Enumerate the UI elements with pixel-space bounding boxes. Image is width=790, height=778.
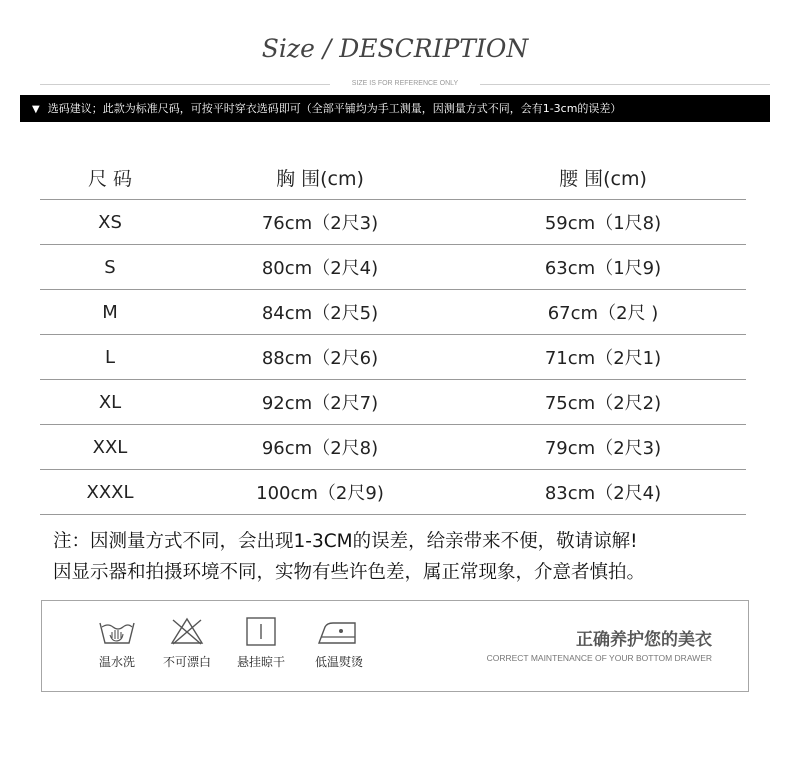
care-label: 低温熨烫 (314, 655, 363, 669)
table-row (40, 290, 746, 335)
table-row (40, 245, 746, 290)
subtitle-text: SIZE IS FOR REFERENCE ONLY (351, 80, 459, 87)
note-line: 注：因测量方式不同，会出现1-3CM的误差，给亲带来不便，敬请谅解! (53, 531, 638, 552)
cell-bust: 88cm（2尺6) (180, 335, 460, 380)
cell-waist: 83cm（2尺4) (460, 470, 746, 515)
table-row (40, 380, 746, 425)
cell-size: XL (40, 380, 180, 425)
cell-bust: 92cm（2尺7) (180, 380, 460, 425)
header-waist: 腰 围(cm) (559, 167, 647, 190)
banner-text: 选码建议；此款为标准尺码，可按平时穿衣选码即可（全部平铺均为手工测量，因测量方式不同，会有1-3cm的误差） (47, 102, 622, 115)
cell-waist: 75cm（2尺2) (460, 380, 746, 425)
care-item-wash (82, 615, 152, 670)
cell-waist: 63cm（1尺9) (460, 245, 746, 290)
cell-bust: 100cm（2尺9) (180, 470, 460, 515)
cell-bust: 84cm（2尺5) (180, 290, 460, 335)
cell-size: XXL (40, 425, 180, 470)
care-subtitle: CORRECT MAINTENANCE OF YOUR BOTTOM DRAWER (486, 653, 712, 663)
table-row (40, 470, 746, 515)
header-bust: 胸 围(cm) (276, 167, 364, 190)
care-label: 悬挂晾干 (236, 655, 285, 669)
notes-section (53, 526, 773, 588)
table-row (40, 425, 746, 470)
cell-bust: 80cm（2尺4) (180, 245, 460, 290)
care-label: 不可漂白 (162, 655, 211, 669)
wash-basin-icon (96, 615, 138, 647)
cell-waist: 71cm（2尺1) (460, 335, 746, 380)
cell-bust: 96cm（2尺8) (180, 425, 460, 470)
reference-subtitle (40, 77, 770, 91)
table-header-row (40, 155, 746, 200)
cell-waist: 67cm（2尺 ) (460, 290, 746, 335)
care-title: 正确养护您的美衣 (576, 630, 712, 650)
hang-dry-icon (240, 615, 282, 647)
no-bleach-icon (166, 615, 208, 647)
care-instructions-box (41, 600, 749, 692)
care-item-hang-dry (226, 615, 296, 670)
sizing-advice-banner (20, 95, 770, 122)
cell-size: S (40, 245, 180, 290)
cell-waist: 79cm（2尺3) (460, 425, 746, 470)
cell-size: XXXL (40, 470, 180, 515)
header-size: 尺 码 (87, 167, 133, 190)
cell-size: L (40, 335, 180, 380)
table-row (40, 335, 746, 380)
cell-size: M (40, 290, 180, 335)
cell-waist: 59cm（1尺8) (460, 200, 746, 245)
iron-low-icon (315, 615, 363, 647)
page-title: Size / DESCRIPTION (261, 34, 529, 63)
cell-bust: 76cm（2尺3) (180, 200, 460, 245)
care-label: 温水洗 (98, 655, 135, 669)
care-item-iron (304, 615, 374, 670)
size-table (40, 155, 746, 515)
care-item-no-bleach (152, 615, 222, 670)
table-row (40, 200, 746, 245)
triangle-down-icon: ▼ (32, 104, 40, 115)
cell-size: XS (40, 200, 180, 245)
note-line: 因显示器和拍摄环境不同，实物有些许色差，属正常现象，介意者慎拍。 (53, 562, 646, 583)
